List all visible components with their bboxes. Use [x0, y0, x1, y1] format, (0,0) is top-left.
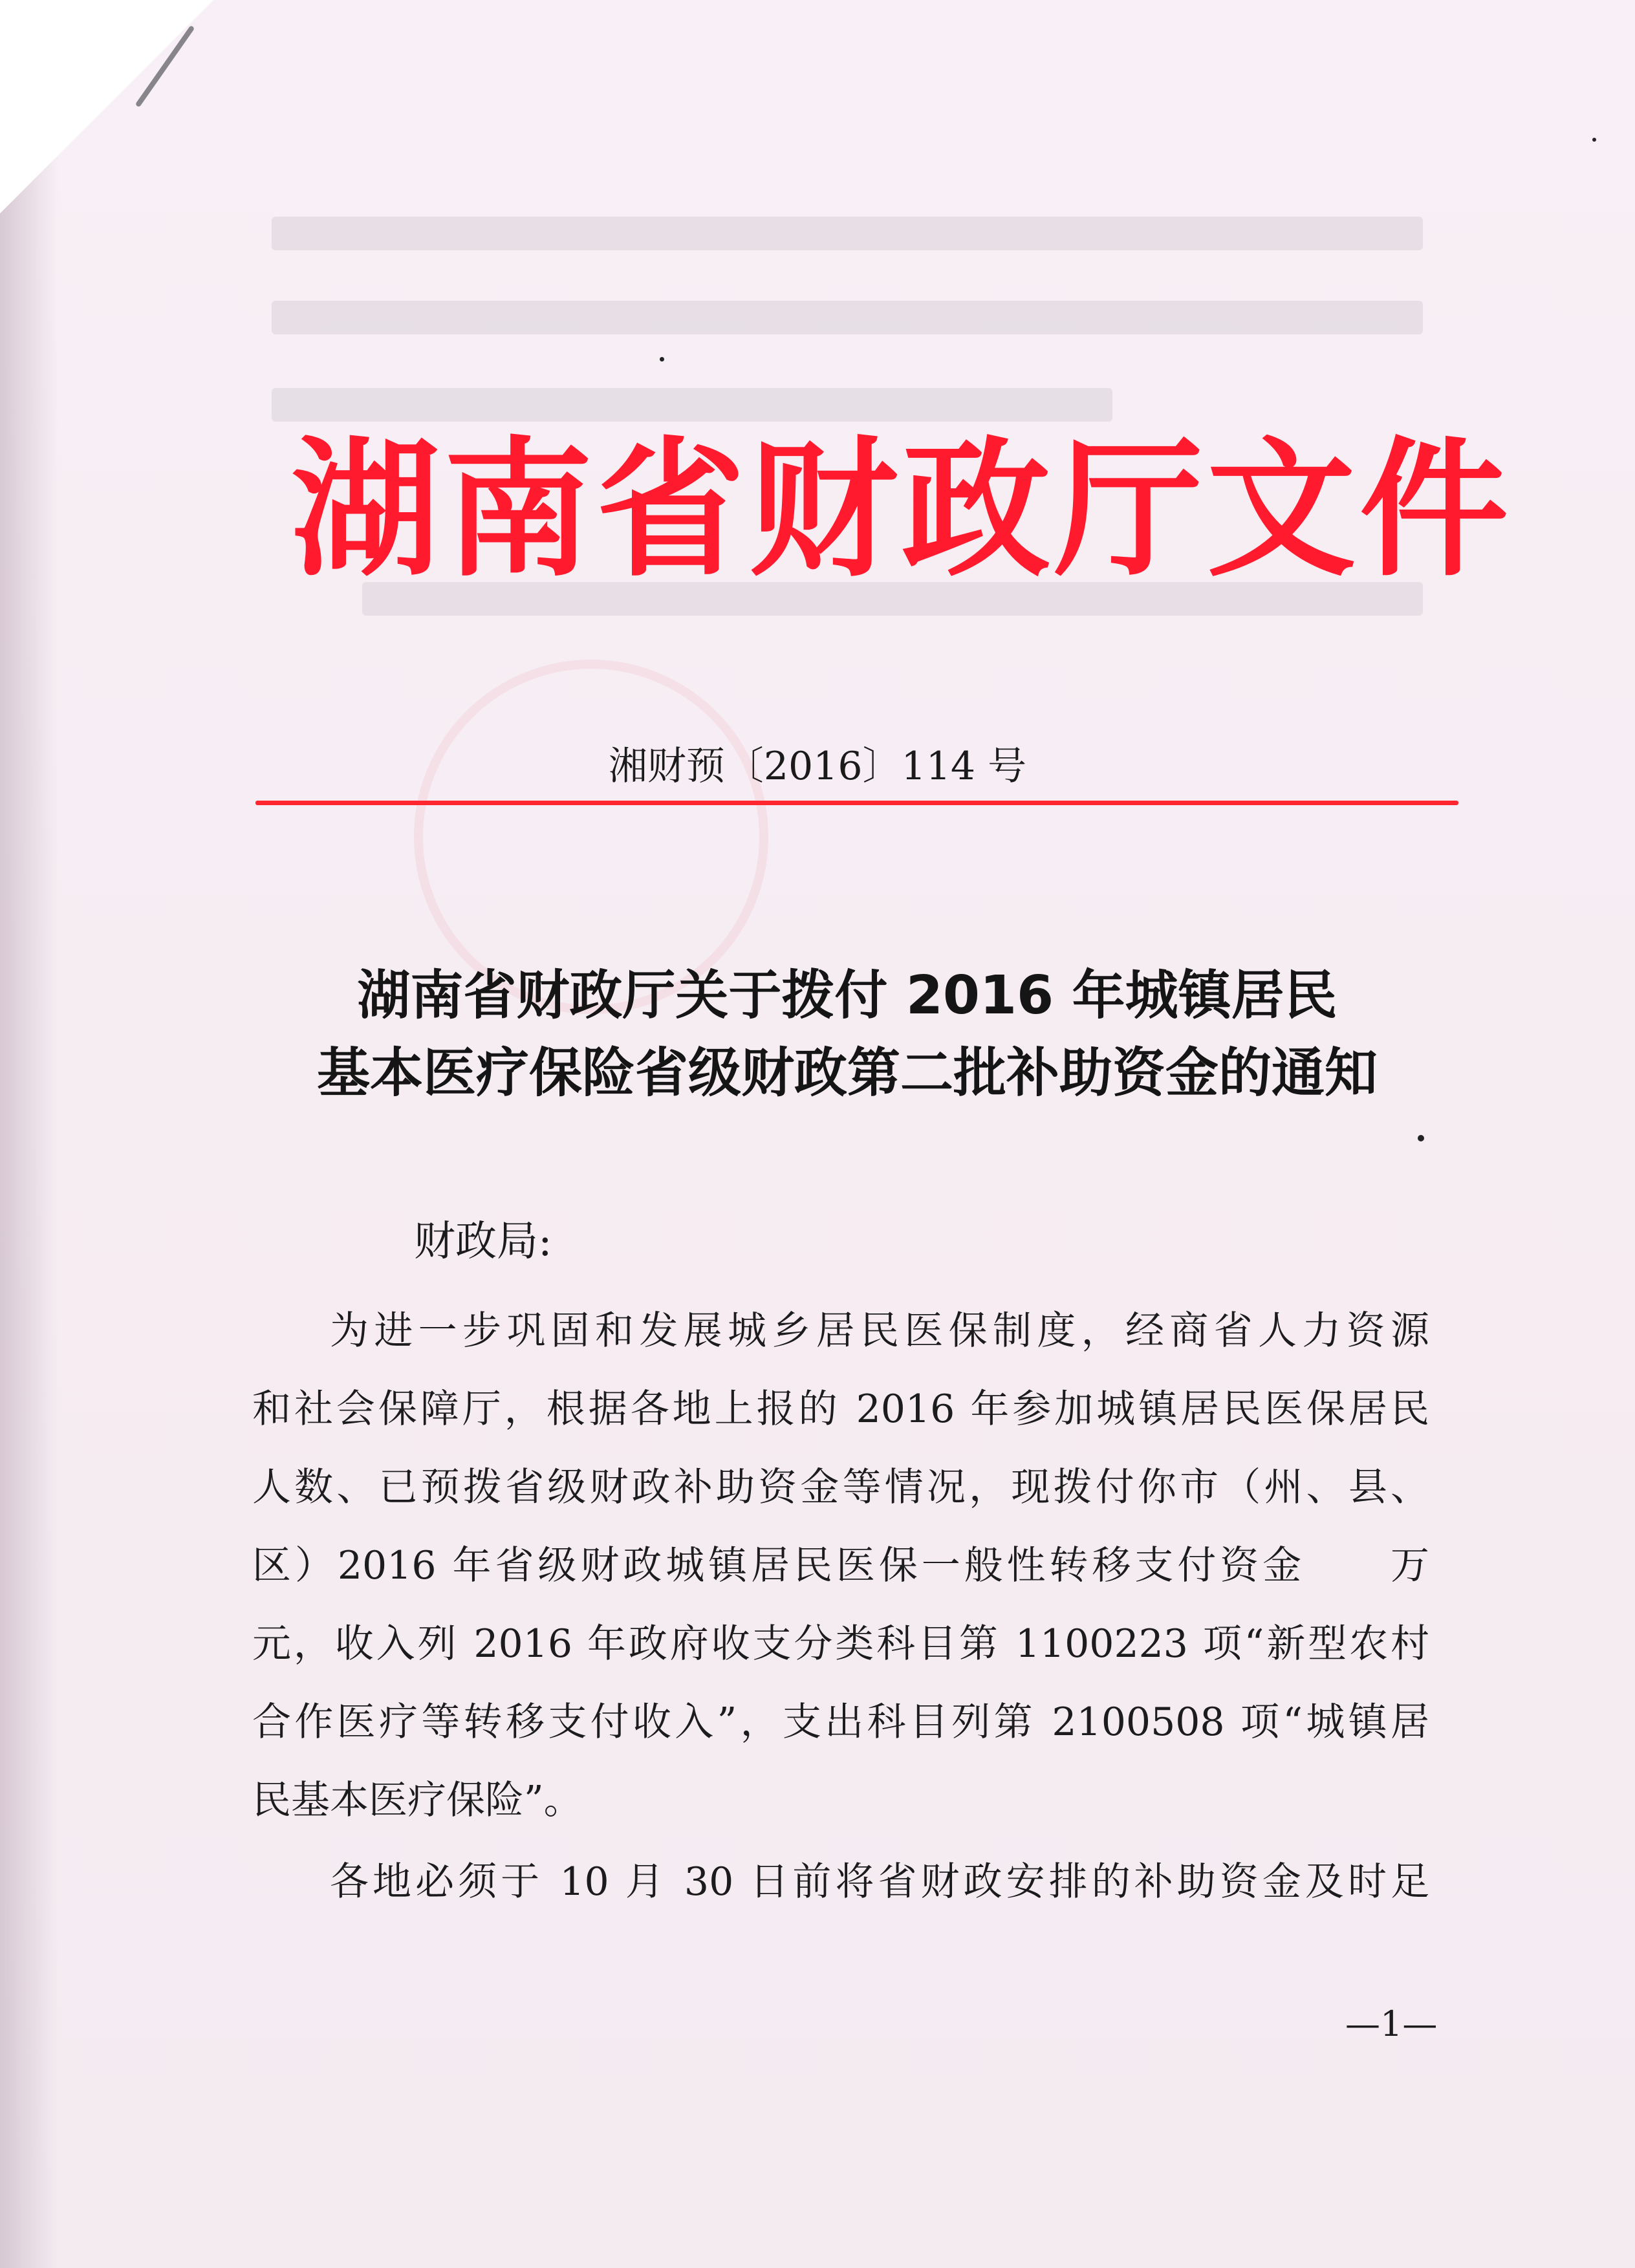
- body-paragraph-2: 各地必须于 10 月 30 日前将省财政安排的补助资金及时足: [330, 1859, 1429, 1905]
- ink-speck: [1592, 138, 1596, 142]
- bleed-through-mark: [272, 301, 1423, 334]
- notice-title: [246, 957, 1449, 1112]
- ink-speck: [660, 357, 664, 362]
- body-line: 元，收入列 2016 年政府收支分类科目第 1100223 项“新型农村: [252, 1621, 1429, 1667]
- body-line: 和社会保障厅，根据各地上报的 2016 年参加城镇居民医保居民: [252, 1387, 1429, 1432]
- salutation: 财政局:: [414, 1218, 552, 1266]
- issuer-header: 湖南省财政厅文件: [291, 424, 1513, 597]
- body-line: 民基本医疗保险”。: [252, 1778, 583, 1823]
- document-number: 湘财预〔2016〕114 号: [608, 744, 1027, 789]
- body-line: 合作医疗等转移支付收入”，支出科目列第 2100508 项“城镇居: [252, 1700, 1429, 1745]
- page-number: —1—: [1345, 2003, 1438, 2044]
- ink-speck: [1418, 1135, 1424, 1141]
- scan-shadow: [0, 0, 58, 2268]
- body-line: 为进一步巩固和发展城乡居民医保制度，经商省人力资源: [330, 1308, 1429, 1354]
- notice-title-line-1: 湖南省财政厅关于拨付 2016 年城镇居民: [357, 965, 1337, 1026]
- body-paragraph-1: [252, 1292, 1429, 1840]
- scan-corner: [0, 0, 213, 213]
- red-separator-line: [255, 801, 1458, 805]
- bleed-through-mark: [272, 217, 1423, 250]
- body-line: 区）2016 年省级财政城镇居民医保一般性转移支付资金 万: [252, 1543, 1429, 1588]
- notice-title-line-2: 基本医疗保险省级财政第二批补助资金的通知: [316, 1042, 1378, 1104]
- body-line: 人数、已预拨省级财政补助资金等情况，现拨付你市（州、县、: [252, 1465, 1429, 1510]
